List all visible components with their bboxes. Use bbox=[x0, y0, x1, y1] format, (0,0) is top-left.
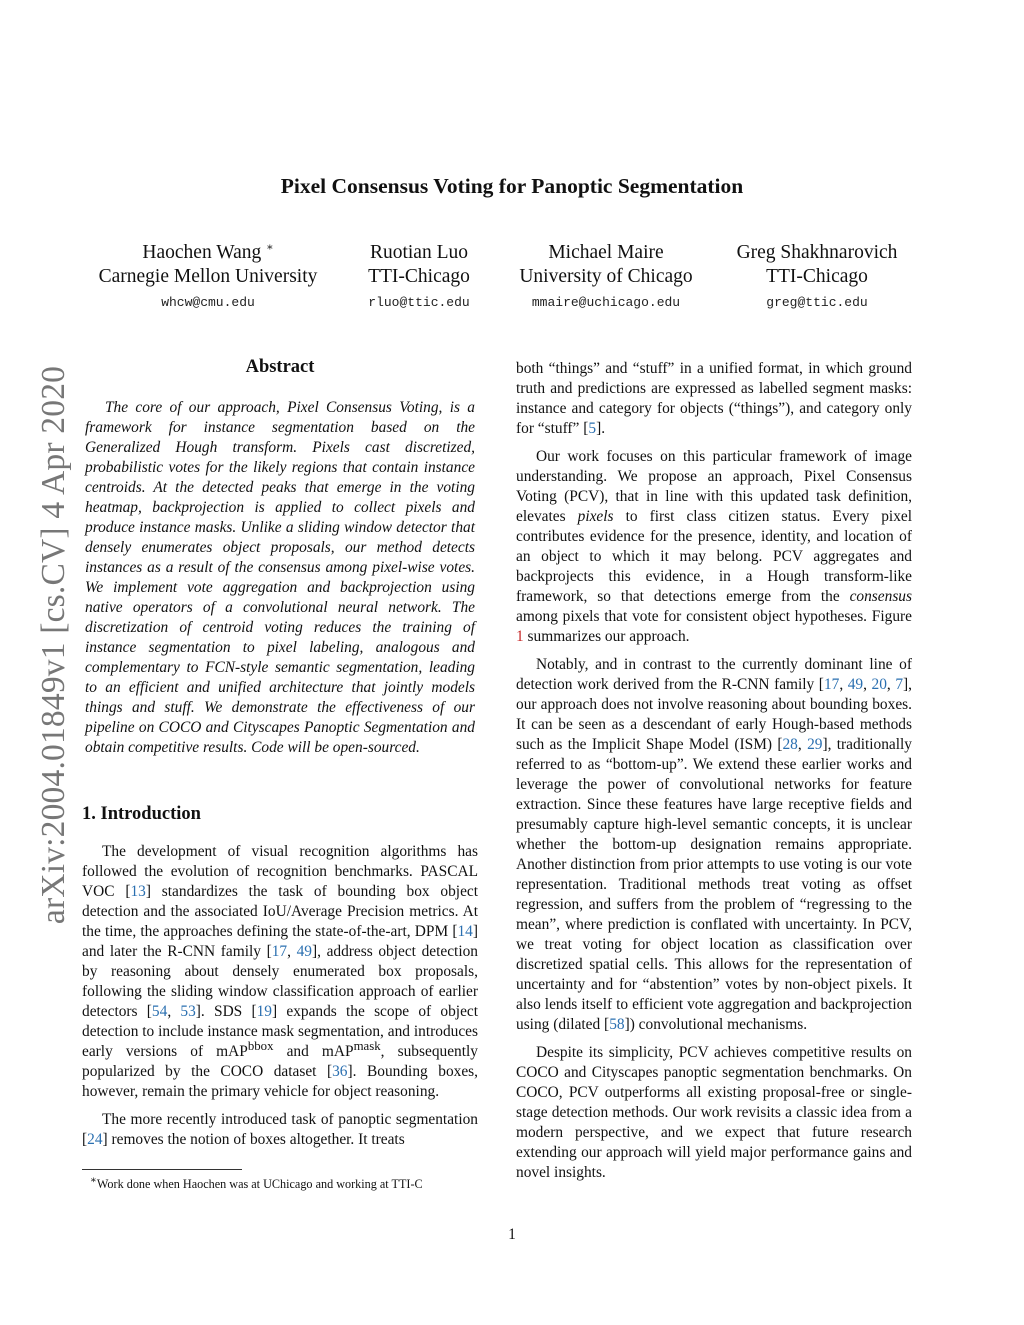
author-affiliation: TTI-Chicago bbox=[368, 266, 470, 287]
author-block bbox=[728, 241, 906, 310]
citation-link[interactable]: 49 bbox=[847, 676, 864, 693]
intro-paragraph: The development of visual recognition algorithms has followed the evolution of recognition benchmarks. PASCAL VOC [13] standardizes the task of bounding box object detection and the associated IoU/Average Precision metrics. At the time, the approaches defining the state-of-the-art, DPM [14] and later the R-CNN family [17, 49], address object detection by reasoning about densely enumerated box proposals, following the sliding window classification approach of earlier detectors [54, 53]. SDS [19] expands the scope of object detection to include instance mask segmentation, and introduces early versions of mAP$^{bbox}$ and mAP$^{mask}$, subsequently popularized by the COCO dataset [36]. Bounding boxes, however, remain the primary vehicle for object reasoning. bbox=[82, 843, 479, 1100]
author-affiliation: Carnegie Mellon University bbox=[98, 266, 318, 287]
abstract-paragraph: The core of our approach, Pixel Consensus Voting, is a framework for instance segmentation based on the Generalized Hough transform. Pixels cast discretized, probabilistic votes for the likely regions that contain instance centroids. At the detected peaks that emerge in the voting heatmap, backprojection is applied to collect pixels and produce instance masks. Unlike a sliding window detector that densely enumerates object proposals, our method detects instances as a result of the consensus among pixel-wise votes. We implement vote aggregation and backprojection using native operators of a convolutional neural network. The discretization of centroid voting reduces the training of instance segmentation to pixel labeling, analogous and complementary to FCN-style semantic segmentation, leading to an efficient and unified architecture that jointly models things and stuff. We demonstrate the effectiveness of our pipeline on COCO and Cityscapes Panoptic Segmentation and obtain competitive results. Code will be open-sourced. bbox=[85, 399, 475, 756]
author-name: Greg Shakhnarovich bbox=[736, 242, 898, 263]
abstract-body bbox=[82, 398, 478, 758]
author-name: Michael Maire bbox=[548, 242, 664, 263]
author-email[interactable]: greg@ttic.edu bbox=[766, 295, 868, 310]
footnote-divider bbox=[82, 1169, 242, 1170]
citation-link[interactable]: 20 bbox=[871, 676, 887, 693]
author-block bbox=[355, 241, 483, 310]
page-number: 1 bbox=[508, 1226, 516, 1243]
author-email[interactable]: whcw@cmu.edu bbox=[161, 295, 255, 310]
superscript: mask bbox=[353, 1038, 381, 1053]
superscript: bbox bbox=[247, 1038, 274, 1053]
author-email[interactable]: mmaire@uchicago.edu bbox=[531, 295, 681, 310]
citation-link[interactable]: 29 bbox=[807, 736, 823, 753]
citation-link[interactable]: 58 bbox=[609, 1016, 625, 1033]
body-paragraph: both “things” and “stuff” in a unified format, in which ground truth and predictions are expressed as labelled segment masks: instance and category for objects (“things”), and category only for “stuff” [5]. bbox=[516, 360, 912, 437]
citation-link[interactable]: 19 bbox=[256, 1003, 272, 1020]
citation-link[interactable]: 54 bbox=[151, 1003, 168, 1020]
body-paragraph: Despite its simplicity, PCV achieves competitive results on COCO and Cityscapes panoptic segmentation benchmarks. On COCO, PCV outperforms all existing proposal-free or single-stage detection methods. Our work revisits a classic idea from a modern perspective, and we expect that future research extending our approach will yield major performance gains and novel insights. bbox=[516, 1044, 912, 1181]
citation-link[interactable]: 24 bbox=[87, 1131, 103, 1148]
author-name: Haochen Wang ∗ bbox=[142, 241, 274, 263]
footnote: ∗Work done when Haochen was at UChicago and working at TTI-C bbox=[90, 1174, 423, 1191]
paper-title: Pixel Consensus Voting for Panoptic Segmentation bbox=[280, 174, 744, 198]
citation-link[interactable]: 28 bbox=[782, 736, 798, 753]
abstract-heading: Abstract bbox=[245, 357, 315, 377]
citation-link[interactable]: 17 bbox=[271, 943, 288, 960]
author-affiliation: TTI-Chicago bbox=[766, 266, 868, 287]
citation-link[interactable]: 53 bbox=[180, 1003, 196, 1020]
author-name: Ruotian Luo bbox=[369, 242, 469, 263]
body-paragraph: Notably, and in contrast to the currently dominant line of detection work derived from the R-CNN family [17, 49, 20, 7], our approach does not involve reasoning about bounding boxes. It can be seen as a descendant of early Hough-based methods such as the Implicit Shape Model (ISM) [28, 29], traditionally referred to as “bottom-up”. We extend these earlier works and leverage the power of convolutional networks for feature extraction. Since these features have large receptive fields and presumably capture high-level semantic concepts, it is unclear whether the bottom-up designation remains appropriate. Another distinction from prior attempts to use voting is our vote representation. Traditional methods treat voting as offset regression, and suffers from the problem of “regressing to the mean”, where prediction is conflated with uncertainty. In PCV, we treat voting for object location as classification over discretized spatial cells. This allows for the representation of uncertainty and for “abstention” votes by non-object pixels. It also lends itself to efficient vote aggregation and backprojection using (dilated [58]) convolutional mechanisms. bbox=[516, 656, 913, 1033]
author-footnote-mark: ∗ bbox=[266, 241, 274, 254]
citation-link[interactable]: 14 bbox=[457, 923, 473, 940]
figure-link[interactable]: 1 bbox=[516, 628, 524, 645]
author-block bbox=[514, 241, 698, 310]
citation-link[interactable]: 17 bbox=[823, 676, 840, 693]
author-email[interactable]: rluo@ttic.edu bbox=[368, 295, 470, 310]
footnote-mark: ∗ bbox=[90, 1174, 97, 1186]
right-column bbox=[516, 359, 912, 1191]
citation-link[interactable]: 49 bbox=[296, 943, 312, 960]
arxiv-identifier: arXiv:2004.01849v1 [cs.CV] 4 Apr 2020 bbox=[35, 365, 72, 925]
citation-link[interactable]: 5 bbox=[588, 420, 597, 437]
author-block bbox=[96, 241, 320, 310]
citation-link[interactable]: 36 bbox=[332, 1063, 348, 1080]
author-affiliation: University of Chicago bbox=[519, 266, 693, 287]
intro-paragraph: The more recently introduced task of panoptic segmentation [24] removes the notion of boxes altogether. It treats bbox=[82, 1111, 478, 1148]
section-heading-introduction: 1. Introduction bbox=[82, 804, 201, 824]
citation-link[interactable]: 7 bbox=[895, 676, 904, 693]
body-paragraph: Our work focuses on this particular framework of image understanding. We propose an approach, Pixel Consensus Voting (PCV), that in line with this updated task definition, elevates pixels to first class citizen status. Every pixel contributes evidence for the presence, identity, and location of an object to which it may belong. PCV aggregates and backprojects this evidence, in a Hough transform-like framework, so that detections emerge from the consensus among pixels that vote for consistent object hypotheses. Figure 1 summarizes our approach. bbox=[516, 448, 912, 645]
left-column bbox=[82, 357, 478, 1158]
citation-link[interactable]: 13 bbox=[130, 883, 146, 900]
